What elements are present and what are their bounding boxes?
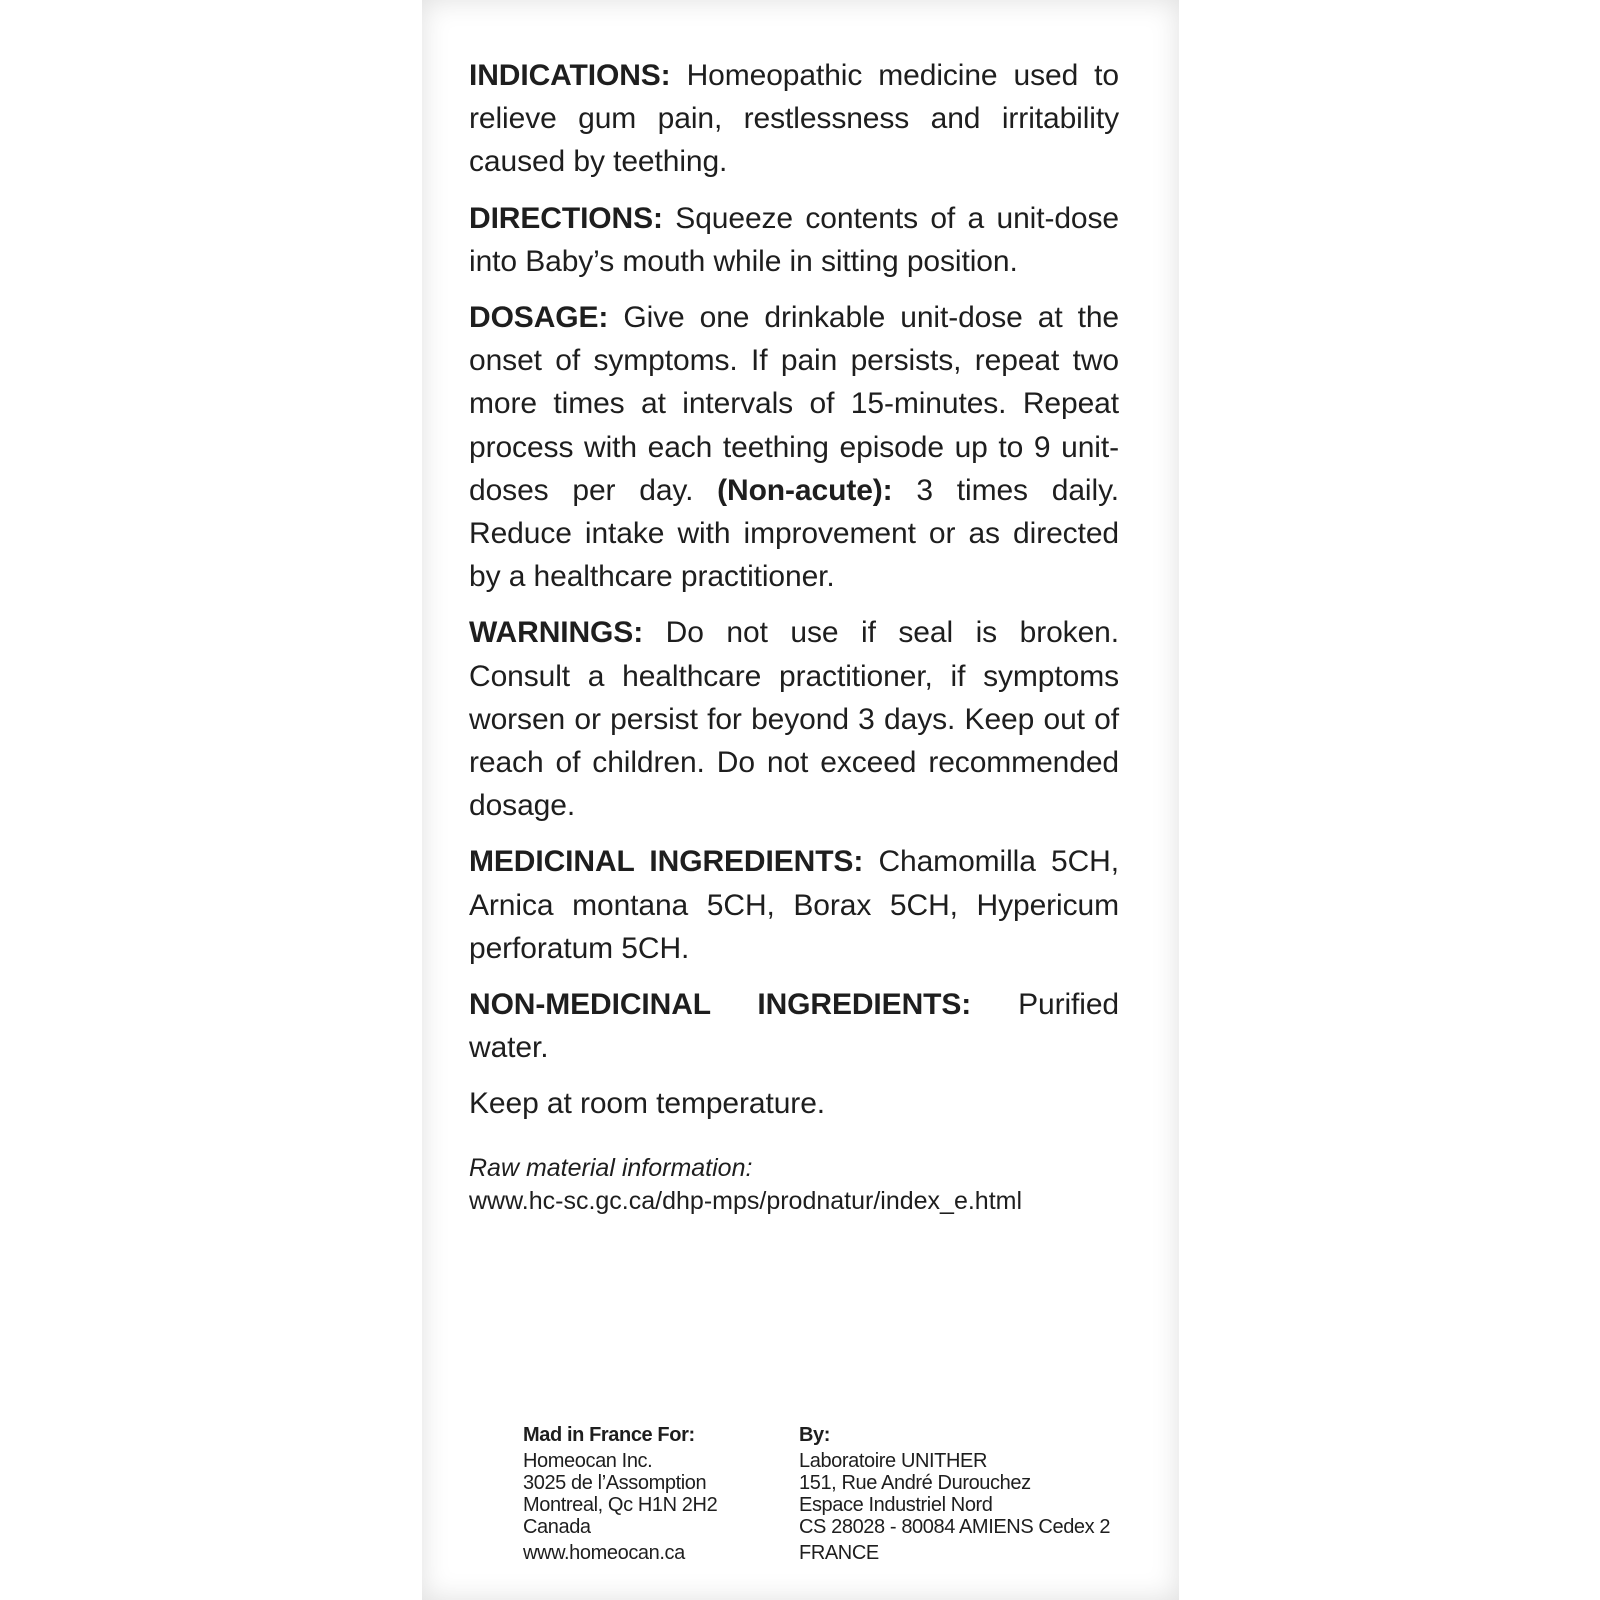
made-by-country: FRANCE	[799, 1542, 879, 1564]
directions-label: DIRECTIONS:	[469, 201, 663, 235]
medicinal-ingredients-label: MEDICINAL INGREDIENTS:	[469, 845, 864, 879]
non-medicinal-ingredients-text: Purified water.	[469, 988, 1119, 1065]
made-by-block	[799, 1424, 1110, 1564]
indications-label: INDICATIONS:	[469, 59, 671, 92]
made-by-line: Laboratoire UNITHER	[799, 1450, 988, 1472]
made-by-line: CS 28028 - 80084 AMIENS Cedex 2	[799, 1516, 1111, 1538]
raw-material-url: www.hc-sc.gc.ca/dhp-mps/prodnatur/index_e.html	[469, 1186, 1023, 1215]
made-for-line: Homeocan Inc.	[523, 1450, 653, 1472]
non-medicinal-ingredients-paragraph	[469, 983, 1119, 1069]
dosage-text: Give one drinkable unit-dose at the onset of symptoms. If pain persists, repeat two more times at intervals of 15-minutes. Repeat process with each teething episode up to 9 unit-doses per day.	[469, 301, 1119, 507]
non-acute-text: 3 times daily. Reduce intake with improvement or as directed by a healthcare practitioner.	[469, 473, 1119, 594]
label-content	[469, 54, 1119, 1218]
made-by-line: Espace Industriel Nord	[799, 1494, 993, 1516]
made-by-heading: By:	[799, 1424, 831, 1446]
dosage-label: DOSAGE:	[469, 301, 609, 335]
medicinal-ingredients-paragraph	[469, 840, 1119, 970]
made-for-block	[523, 1424, 717, 1564]
non-medicinal-ingredients-label: NON-MEDICINAL INGREDIENTS:	[469, 988, 972, 1022]
warnings-label: WARNINGS:	[469, 616, 644, 650]
non-acute-label: (Non-acute):	[717, 473, 893, 507]
made-by-line: 151, Rue André Durouchez	[799, 1472, 1031, 1494]
homeocan-website: www.homeocan.ca	[523, 1542, 685, 1564]
directions-text: Squeeze contents of a unit-dose into Baby’s mouth while in sitting position.	[469, 201, 1119, 278]
warnings-text: Do not use if seal is broken. Consult a healthcare practitioner, if symptoms worsen or persist for beyond 3 days. Keep out of reach of children. Do not exceed recommended dosage.	[469, 616, 1119, 823]
made-for-line: Canada	[523, 1516, 591, 1538]
made-for-line: Montreal, Qc H1N 2H2	[523, 1494, 718, 1516]
directions-paragraph	[469, 197, 1119, 283]
dosage-paragraph	[469, 296, 1119, 598]
raw-material-label: Raw material information:	[469, 1153, 753, 1182]
raw-material-info	[469, 1152, 1119, 1218]
medicinal-ingredients-text: Chamomilla 5CH, Arnica montana 5CH, Borax 5CH, Hypericum perforatum 5CH.	[469, 845, 1119, 965]
made-for-line: 3025 de l’Assomption	[523, 1472, 707, 1494]
indications-paragraph	[469, 54, 1119, 184]
storage-instruction: Keep at room temperature.	[469, 1087, 826, 1121]
made-for-heading: Mad in France For:	[523, 1424, 695, 1446]
indications-text: Homeopathic medicine used to relieve gum pain, restlessness and irritability caused by teething.	[469, 59, 1119, 179]
warnings-paragraph	[469, 611, 1119, 827]
